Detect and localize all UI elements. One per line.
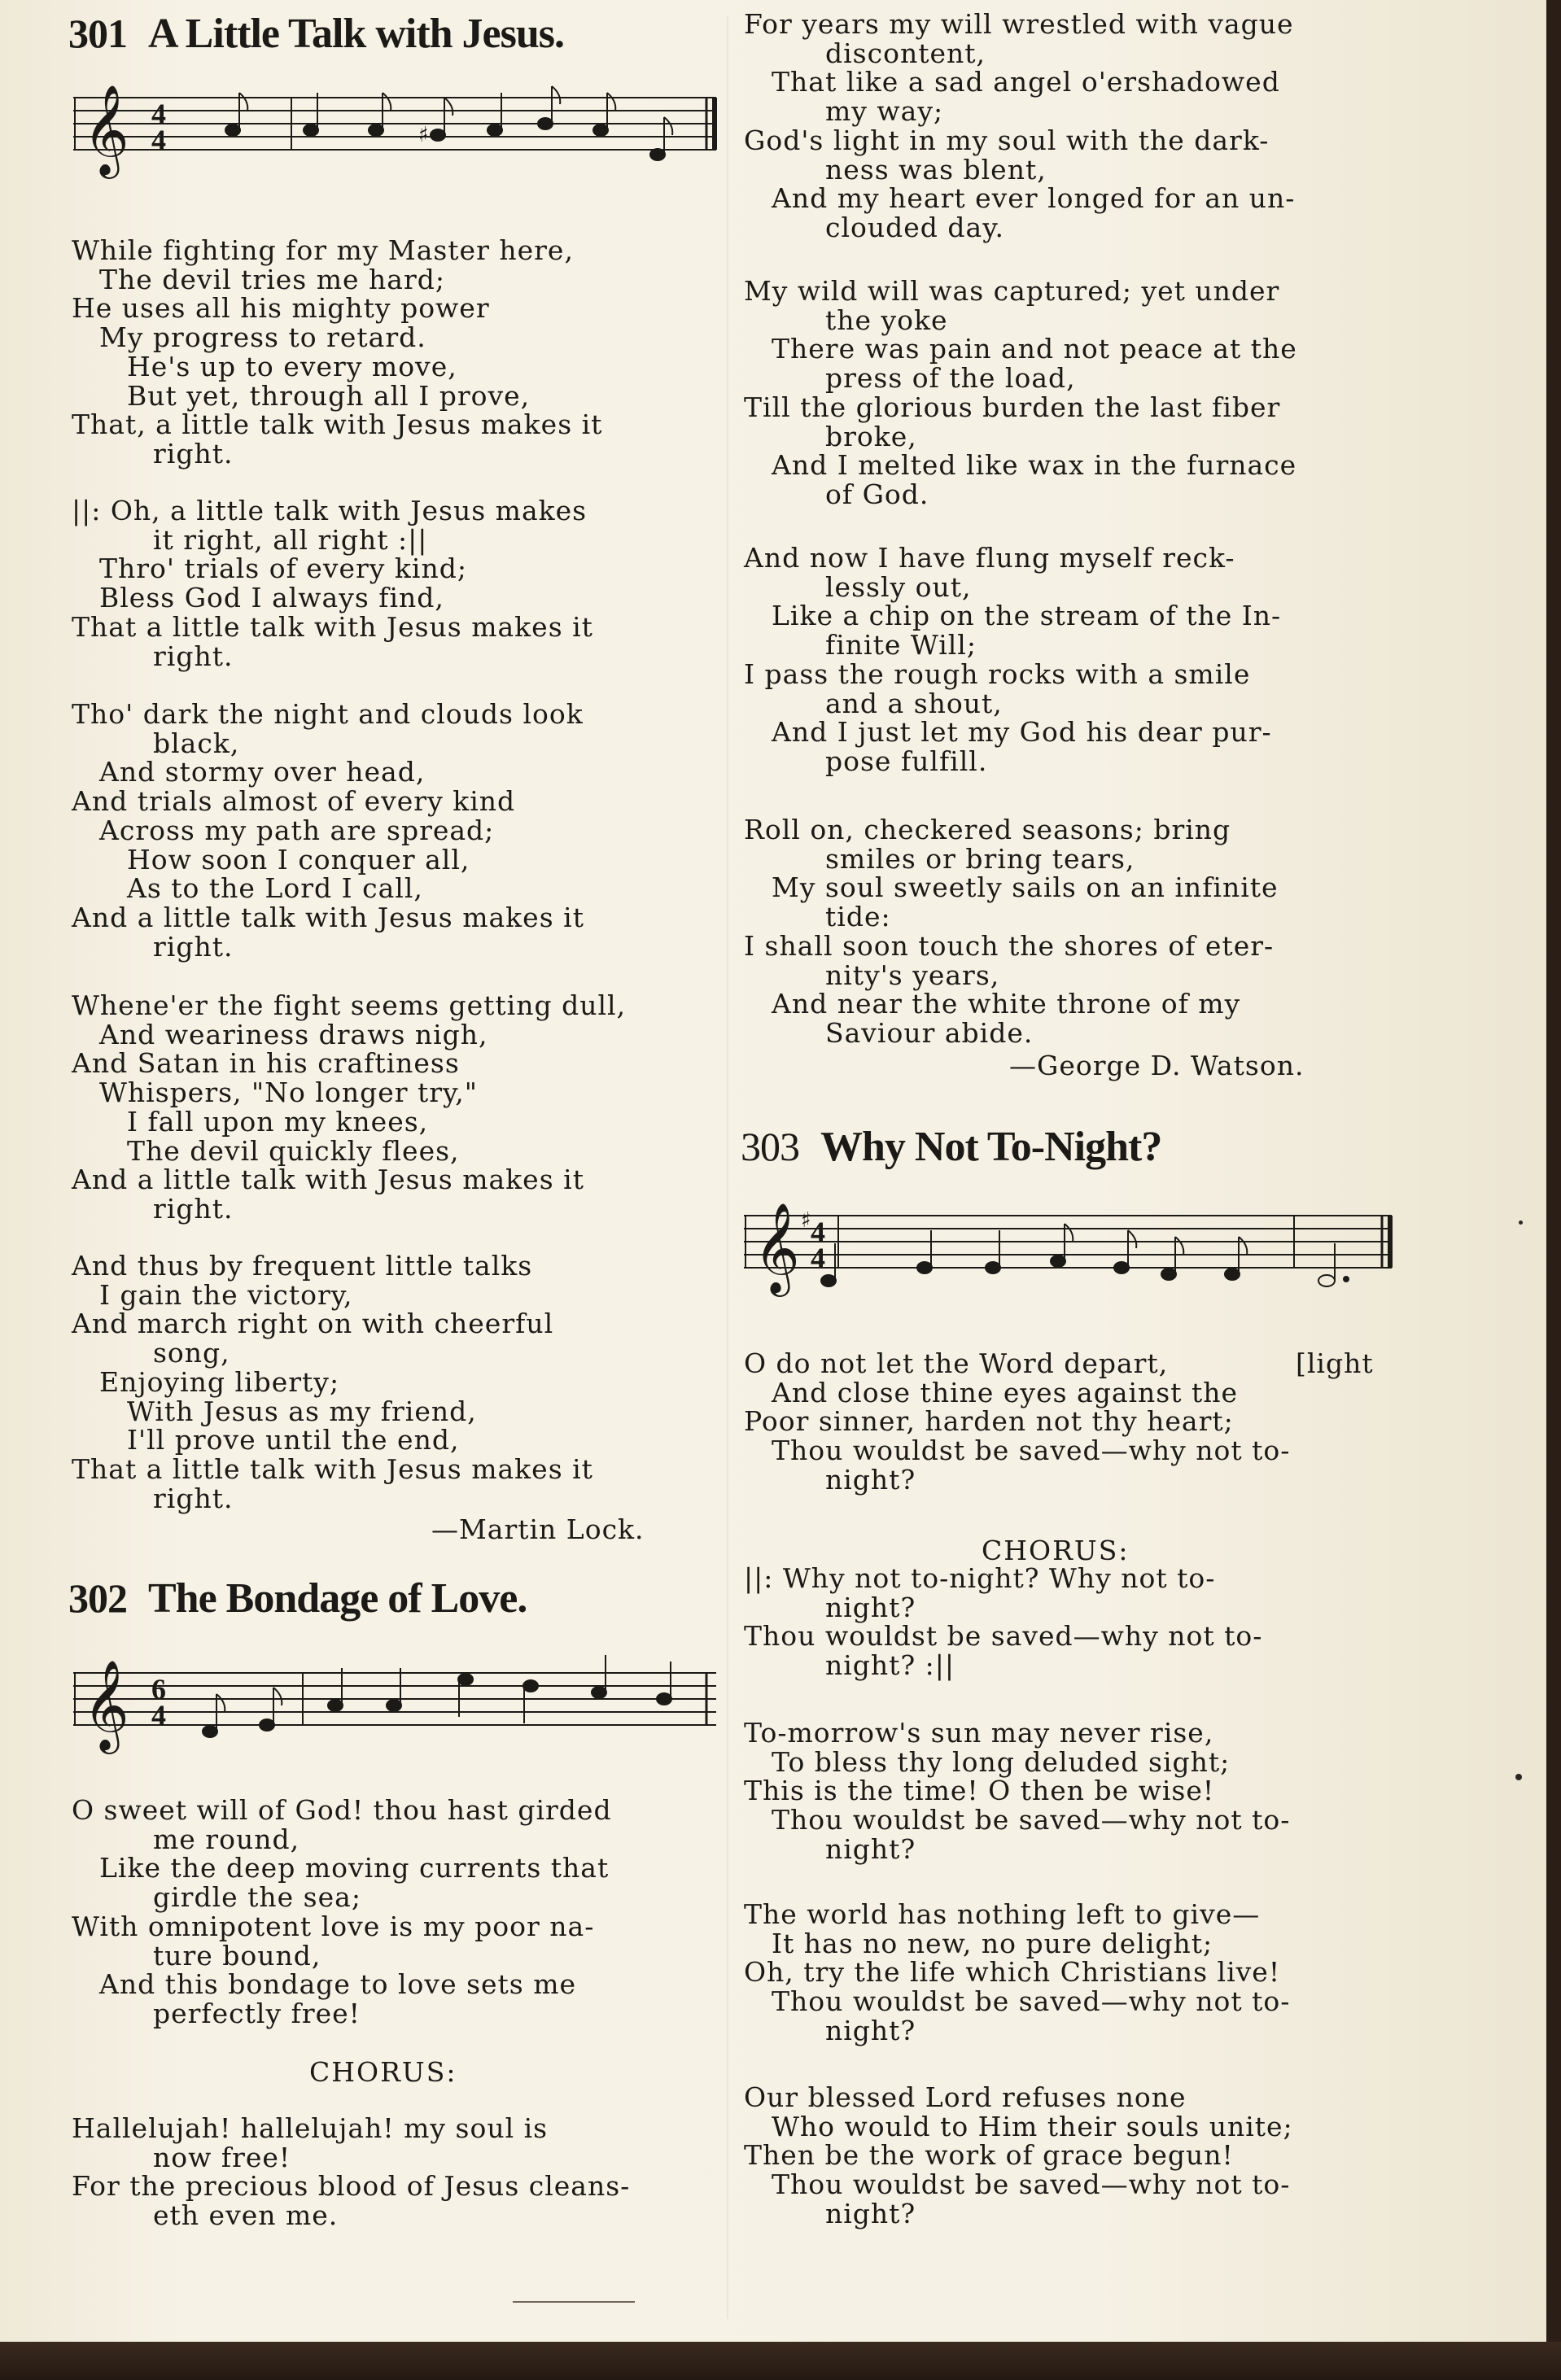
verse-line: ture bound, bbox=[153, 1939, 321, 1972]
verse-line: For the precious blood of Jesus cleans- bbox=[72, 2170, 631, 2203]
verse-line bbox=[744, 1347, 1374, 1379]
verse-line: And I melted like wax in the furnace bbox=[772, 449, 1297, 482]
chorus-label: CHORUS: bbox=[982, 1535, 1130, 1566]
verse-line: There was pain and not peace at the bbox=[772, 333, 1297, 365]
verse-line: Hallelujah! hallelujah! my soul is bbox=[72, 2112, 549, 2144]
treble-clef-icon: 𝄞 bbox=[83, 1659, 129, 1750]
verse-line: And trials almost of every kind bbox=[72, 785, 516, 818]
note bbox=[593, 124, 608, 136]
verse-line: and a shout, bbox=[825, 687, 1003, 719]
author-credit: —George D. Watson. bbox=[1009, 1050, 1305, 1081]
verse-line: I pass the rough rocks with a smile bbox=[744, 657, 1251, 690]
stanza-1 bbox=[744, 1347, 1374, 1496]
verse-line: The world has nothing left to give— bbox=[744, 1898, 1261, 1930]
music-staff-302 bbox=[73, 1652, 724, 1790]
verse-line: The devil quickly flees, bbox=[127, 1134, 460, 1167]
note bbox=[387, 1700, 401, 1711]
note bbox=[304, 124, 318, 136]
verse-line: it right, all right :|| bbox=[153, 523, 428, 556]
verse-line: And thus by frequent little talks bbox=[72, 1250, 533, 1282]
verse-line: Till the glorious burden the last fiber bbox=[744, 391, 1281, 423]
note bbox=[523, 1680, 538, 1692]
verse-line: Thou wouldst be saved—why not to- bbox=[744, 1620, 1263, 1653]
stanza-2 bbox=[72, 700, 584, 961]
stanza-5 bbox=[744, 815, 1279, 1048]
verse-line: And now I have flung myself reck- bbox=[744, 542, 1235, 574]
verse-line: It has no new, no pure delight; bbox=[772, 1927, 1213, 1959]
verse-line: And near the white throne of my bbox=[772, 988, 1241, 1020]
hymn-303-heading bbox=[741, 1123, 1161, 1171]
verse-line: black, bbox=[153, 727, 240, 759]
verse-text: O do not let the Word depart, bbox=[744, 1347, 1169, 1379]
hymn-302-heading bbox=[68, 1574, 527, 1622]
verse-line: That, a little talk with Jesus makes it bbox=[72, 408, 603, 441]
note bbox=[488, 124, 502, 136]
staff-notation bbox=[73, 1652, 724, 1790]
verse-line: And my heart ever longed for an un- bbox=[772, 182, 1296, 215]
verse-line: O sweet will of God! thou hast girded bbox=[72, 1794, 612, 1826]
print-smudge bbox=[513, 2301, 635, 2303]
verse-line: My progress to retard. bbox=[99, 321, 426, 354]
note bbox=[260, 1719, 274, 1731]
verse-line: And a little talk with Jesus makes it bbox=[72, 901, 584, 933]
note bbox=[986, 1262, 1000, 1273]
ink-speck bbox=[1515, 1774, 1522, 1780]
verse-line: right. bbox=[153, 1192, 234, 1225]
note bbox=[203, 1726, 217, 1737]
verse-line: Then be the work of grace begun! bbox=[744, 2139, 1234, 2172]
verse-line: I gain the victory, bbox=[99, 1278, 353, 1311]
time-sig-top: 4 bbox=[811, 1216, 825, 1248]
stanza-4 bbox=[72, 1251, 593, 1513]
verse-line: press of the load, bbox=[825, 362, 1076, 395]
note bbox=[592, 1687, 606, 1698]
verse-line: the yoke bbox=[825, 304, 948, 336]
verse-line: That a little talk with Jesus makes it bbox=[72, 610, 593, 643]
verse-line: I shall soon touch the shores of eter- bbox=[744, 929, 1275, 962]
stanza-4 bbox=[744, 2083, 1293, 2229]
note bbox=[657, 1693, 671, 1705]
overflow-word: [light bbox=[1296, 1347, 1374, 1379]
verse-line: And march right on with cheerful bbox=[72, 1308, 554, 1340]
verse-line: right. bbox=[153, 437, 234, 469]
verse-line: my way; bbox=[825, 95, 944, 128]
verse-line: song, bbox=[153, 1337, 230, 1369]
verse-line: Thou wouldst be saved—why not to- bbox=[772, 1435, 1291, 1467]
hymn-title: A Little Talk with Jesus. bbox=[148, 11, 565, 57]
verse-line: eth even me. bbox=[153, 2199, 339, 2232]
note bbox=[650, 149, 665, 160]
time-sig-top: 6 bbox=[151, 1673, 166, 1705]
stanza-3 bbox=[72, 991, 626, 1224]
hymn-number: 302 bbox=[68, 1575, 127, 1621]
hymn-title: The Bondage of Love. bbox=[148, 1575, 527, 1622]
chorus-label: CHORUS: bbox=[309, 2056, 457, 2088]
verse-line: Saviour abide. bbox=[825, 1016, 1034, 1049]
verse-line: finite Will; bbox=[825, 629, 977, 662]
verse-line: For years my will wrestled with vague bbox=[744, 8, 1294, 40]
verse-line: The devil tries me hard; bbox=[99, 263, 445, 295]
note bbox=[431, 129, 445, 141]
verse-line: ness was blent, bbox=[825, 153, 1047, 186]
hymn-301-heading bbox=[68, 10, 564, 58]
verse-line: Our blessed Lord refuses none bbox=[744, 2081, 1187, 2113]
note bbox=[458, 1674, 473, 1685]
column-gutter bbox=[727, 16, 728, 2319]
book-binding-edge bbox=[0, 2342, 1561, 2380]
verse-line: My wild will was captured; yet under bbox=[744, 275, 1280, 307]
verse-line: Thro' trials of every kind; bbox=[99, 552, 467, 585]
verse-line: right. bbox=[153, 640, 234, 672]
verse-line: And Satan in his craftiness bbox=[72, 1047, 460, 1080]
verse-line: night? bbox=[825, 1463, 916, 1496]
verse-line: Oh, try the life which Christians live! bbox=[744, 1956, 1281, 1989]
verse-line: Enjoying liberty; bbox=[99, 1365, 340, 1398]
author-credit: —Martin Lock. bbox=[431, 1513, 645, 1545]
time-sig-bottom: 4 bbox=[151, 124, 166, 156]
verse-line: While fighting for my Master here, bbox=[72, 234, 574, 266]
music-staff-301 bbox=[73, 81, 724, 220]
music-staff-303 bbox=[744, 1194, 1395, 1333]
verse-line: Like a chip on the stream of the In- bbox=[772, 600, 1282, 632]
verse-line: pose fulfill. bbox=[825, 745, 988, 777]
verse-line: To bless thy long deluded sight; bbox=[772, 1745, 1231, 1778]
verse-line: ||: Oh, a little talk with Jesus makes bbox=[72, 495, 588, 526]
verse-line: discontent, bbox=[825, 37, 986, 69]
verse-line: night? bbox=[825, 1591, 916, 1623]
treble-clef-icon: 𝄞 bbox=[754, 1202, 800, 1293]
verse-line: right. bbox=[153, 1482, 234, 1514]
stanza-3 bbox=[744, 277, 1297, 509]
treble-clef-icon: 𝄞 bbox=[83, 84, 129, 175]
note bbox=[225, 124, 240, 136]
note bbox=[538, 118, 553, 129]
verse-line: And stormy over head, bbox=[99, 756, 426, 788]
verse-line: God's light in my soul with the dark- bbox=[744, 124, 1270, 156]
verse-line: ||: Why not to-night? Why not to- bbox=[744, 1562, 1216, 1594]
verse-line: night? bbox=[825, 2014, 916, 2046]
stanza-2 bbox=[744, 1718, 1290, 1864]
hymn-title: Why Not To-Night? bbox=[820, 1124, 1162, 1170]
verse-line: Bless God I always find, bbox=[99, 582, 444, 614]
verse-line: right. bbox=[153, 930, 234, 963]
verse-line: nity's years, bbox=[825, 959, 1000, 991]
verse-line: To-morrow's sun may never rise, bbox=[744, 1717, 1214, 1749]
verse-line: Roll on, checkered seasons; bring bbox=[744, 814, 1231, 845]
verse-line: With omnipotent love is my poor na- bbox=[72, 1910, 595, 1942]
key-sharp-icon: ♯ bbox=[801, 1208, 811, 1233]
verse-line: now free! bbox=[153, 2141, 291, 2173]
verse-line: My soul sweetly sails on an infinite bbox=[772, 871, 1279, 904]
note bbox=[1161, 1269, 1176, 1280]
page-edge-shadow bbox=[1546, 0, 1561, 2380]
verse-line: Thou wouldst be saved—why not to- bbox=[772, 1804, 1291, 1836]
stanza-4 bbox=[744, 544, 1281, 776]
note bbox=[328, 1700, 343, 1711]
note bbox=[1051, 1256, 1065, 1267]
stanza-3 bbox=[744, 1900, 1290, 2046]
verse-line: That like a sad angel o'ershadowed bbox=[772, 66, 1280, 98]
verse-line: me round, bbox=[153, 1823, 300, 1855]
verse-line: Poor sinner, harden not thy heart; bbox=[744, 1405, 1234, 1438]
verse-line: night? :|| bbox=[825, 1649, 955, 1682]
stanza-1 bbox=[72, 236, 602, 469]
verse-line: How soon I conquer all, bbox=[127, 843, 470, 876]
note bbox=[917, 1262, 932, 1273]
verse-line: Thou wouldst be saved—why not to- bbox=[772, 1985, 1291, 2018]
stanza-1 bbox=[72, 1796, 612, 2028]
verse-line: Whispers, "No longer try," bbox=[99, 1076, 478, 1109]
stanza-2 bbox=[744, 10, 1295, 242]
verse-line: And close thine eyes against the bbox=[772, 1376, 1239, 1408]
verse-line: Across my path are spread; bbox=[99, 814, 495, 846]
verse-line: tide: bbox=[825, 901, 891, 933]
verse-line: He's up to every move, bbox=[127, 350, 457, 382]
sharp-sign-icon: ♯ bbox=[418, 123, 429, 147]
verse-line: clouded day. bbox=[825, 211, 1004, 243]
verse-line: I'll prove until the end, bbox=[127, 1424, 460, 1456]
time-sig-bottom: 4 bbox=[151, 1699, 166, 1732]
verse-line: As to the Lord I call, bbox=[127, 872, 423, 905]
verse-line: That a little talk with Jesus makes it bbox=[72, 1452, 593, 1485]
note bbox=[369, 124, 383, 136]
verse-line: girdle the sea; bbox=[153, 1881, 361, 1914]
verse-line: broke, bbox=[825, 420, 917, 452]
chorus-301 bbox=[72, 496, 593, 670]
verse-line: night? bbox=[825, 2197, 916, 2229]
verse-line: Thou wouldst be saved—why not to- bbox=[772, 2168, 1291, 2201]
verse-line: perfectly free! bbox=[153, 1997, 361, 2029]
verse-line: Tho' dark the night and clouds look bbox=[72, 698, 584, 730]
verse-line: of God. bbox=[825, 478, 929, 510]
verse-line: And weariness draws nigh, bbox=[99, 1018, 488, 1050]
verse-line: This is the time! O then be wise! bbox=[744, 1775, 1215, 1807]
verse-line: But yet, through all I prove, bbox=[127, 379, 531, 412]
verse-line: And a little talk with Jesus makes it bbox=[72, 1164, 584, 1196]
verse-line: night? bbox=[825, 1832, 916, 1865]
verse-line: And this bondage to love sets me bbox=[99, 1968, 577, 2001]
verse-line: Like the deep moving currents that bbox=[99, 1852, 610, 1884]
note bbox=[821, 1275, 836, 1286]
hymn-number: 301 bbox=[68, 11, 127, 56]
ink-speck bbox=[1519, 1221, 1523, 1225]
verse-line: lessly out, bbox=[825, 570, 972, 603]
verse-line: Whene'er the fight seems getting dull, bbox=[72, 989, 627, 1021]
staff-notation bbox=[73, 81, 724, 220]
chorus-303 bbox=[744, 1564, 1262, 1680]
verse-line: He uses all his mighty power bbox=[72, 292, 490, 325]
staff-notation bbox=[744, 1194, 1395, 1333]
verse-line: Who would to Him their souls unite; bbox=[772, 2110, 1293, 2142]
time-sig-top: 4 bbox=[151, 98, 166, 130]
verse-line: smiles or bring tears, bbox=[825, 842, 1135, 875]
hymn-number: 303 bbox=[741, 1124, 799, 1169]
note bbox=[1318, 1275, 1335, 1286]
verse-line: With Jesus as my friend, bbox=[127, 1395, 477, 1427]
note bbox=[1114, 1262, 1129, 1273]
note bbox=[1225, 1269, 1240, 1280]
chorus-302 bbox=[72, 2114, 630, 2230]
verse-line: And I just let my God his dear pur- bbox=[772, 716, 1272, 749]
time-sig-bottom: 4 bbox=[811, 1242, 825, 1274]
verse-line: I fall upon my knees, bbox=[127, 1105, 429, 1138]
